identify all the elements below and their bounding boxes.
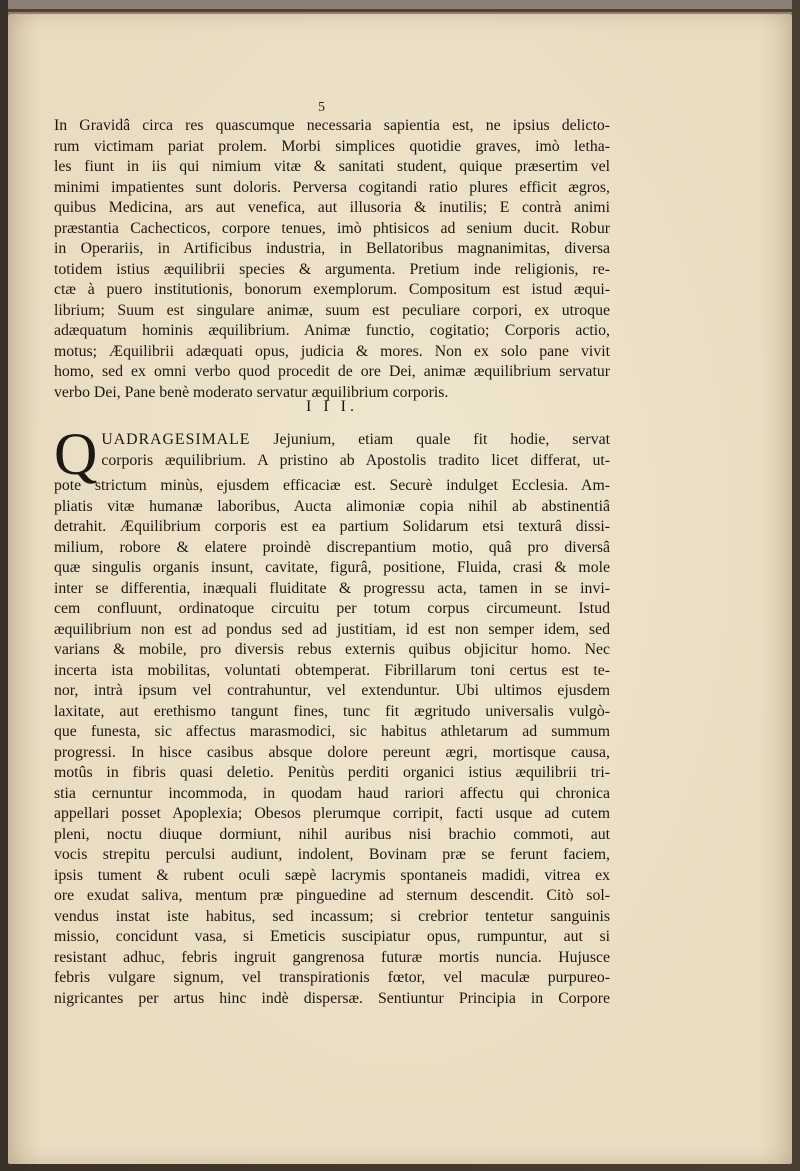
text-line: febris vulgare signum, vel transpirationis fœtor, vel maculæ purpureo-	[54, 969, 610, 986]
paragraph-1	[54, 116, 610, 403]
text-line: vocis strepitu perculsi audiunt, indolent, Bovinam præ se ferunt faciem,	[54, 846, 610, 863]
text-line: les fiunt in iis qui nimium vitæ & sanitati student, quique præsertim vel	[54, 158, 610, 175]
paragraph-2	[54, 421, 610, 1009]
text-line: motûs in fibris quasi deletio. Penitùs perditi organici istius æquilibrii tri-	[54, 764, 610, 781]
text-line: pleni, noctu diuque dormiunt, nihil auribus nisi brachio commoti, aut	[54, 825, 610, 843]
text-line: verbo Dei, Pane benè moderato servatur æquilibrium corporis.	[54, 383, 449, 401]
text-line: appellari posset Apoplexia; Obesos plerumque corripit, facti usque ad cutem	[54, 805, 610, 822]
text-line: incerta ista mobilitas, voluntati obtemperat. Fibrillarum toni certus est te-	[54, 661, 610, 679]
text-line: nor, intrà ipsum vel contrahuntur, vel extenduntur. Ubi ultimos ejusdem	[54, 682, 610, 699]
text-line: adæquatum hominis æquilibrium. Animæ functio, cogitatio; Corporis actio,	[54, 322, 610, 339]
text-line: pliatis vitæ humanæ laboribus, Aucta alimoniæ copia nihil ab abstinentiâ	[54, 497, 610, 515]
text-line: ore exudat saliva, mentum præ pinguedine ad sternum descendit. Citò sol-	[54, 887, 610, 904]
text-line: pote strictum minùs, ejusdem efficaciæ est. Securè indulget Ecclesia. Am-	[54, 477, 610, 494]
text-line: que funesta, sic affectus marasmodici, sic habitus athletarum ad summum	[54, 723, 610, 740]
text-line: In Gravidâ circa res quascumque necessaria sapientia est, ne ipsius delicto-	[54, 117, 610, 134]
section-heading: I I I.	[306, 398, 358, 415]
first-word: UADRAGESIMALE	[101, 431, 251, 448]
text-line: vendus instat iste habitus, sed incassum; si crebrior tentetur sanguinis	[54, 907, 610, 925]
text-line-first	[54, 430, 610, 451]
text-line: motus; Æquilibrii adæquati opus, judicia & mores. Non ex solo pane vivit	[54, 342, 610, 360]
text-line: ctæ à puero institutionis, bonorum exemplorum. Compositum est istud æqui-	[54, 281, 610, 298]
drop-cap: Q	[54, 421, 98, 487]
binding-edge	[8, 0, 792, 14]
text-line: progressi. In hisce casibus absque dolore pereunt ægri, mortisque causa,	[54, 743, 610, 761]
text-line: præstantia Cachecticos, corpore tenues, imò phtisicos ad senium ducit. Robur	[54, 219, 610, 237]
text-line: milium, robore & elatere proindè discrepantium motio, quâ pro diversâ	[54, 538, 610, 556]
text-line: cem confluunt, ordinatoque circuitu per totum corpus circumeunt. Istud	[54, 600, 610, 617]
text-line: corporis æquilibrium. A pristino ab Apostolis tradito licet differat, ut-	[101, 451, 610, 469]
text-line: totidem istius æquilibrii species & argumenta. Pretium inde religionis, re-	[54, 260, 610, 278]
text-line: rum victimam pariat prolem. Morbi simplices quotidie graves, imò letha-	[54, 137, 610, 155]
text-line: librium; Suum est singulare animæ, suum est peculiare corpori, ex utroque	[54, 301, 610, 319]
text-line: quæ singulis organis insunt, cavitate, figurâ, positione, Fluida, crasi & mole	[54, 559, 610, 576]
text-line: minimi impatientes sunt doloris. Perversa cogitandi ratio plures efficit ægros,	[54, 178, 610, 196]
text-line: missio, concidunt vasa, si Emeticis suscipiatur opus, rumpuntur, aut si	[54, 928, 610, 945]
text-line: quibus Medicina, ars aut venefica, aut illusoria & inutilis; E contrà animi	[54, 199, 610, 216]
text-line: resistant adhuc, febris ingruit gangrenosa futuræ mortis nuncia. Hujusce	[54, 948, 610, 966]
text-line: homo, sed ex omni verbo quod procedit de ore Dei, animæ æquilibrium servatur	[54, 363, 610, 380]
text-line: inter se differentia, inæquali fluiditate & progressu acta, tamen in se invi-	[54, 579, 610, 597]
text-line: in Operariis, in Artificibus industria, in Bellatoribus magnanimitas, diversa	[54, 240, 610, 257]
page-number: 5	[318, 100, 325, 115]
text-line: stia cernuntur incommoda, in quodam haud rariori affectu qui chronica	[54, 784, 610, 802]
text-line: æquilibrium non est ad pondus sed ad justitiam, id est non semper idem, sed	[54, 620, 610, 638]
text-line: laxitate, aut erethismo tangunt fines, tunc fit ægritudo universalis vulgò-	[54, 702, 610, 720]
text-line: nigricantes per artus hinc indè dispersæ. Sentiuntur Principia in Corpore	[54, 989, 610, 1007]
text-line: varians & mobile, pro diversis rebus externis quibus objicitur homo. Nec	[54, 641, 610, 658]
text-line: detrahit. Æquilibrium corporis est ea partium Solidarum etsi texturâ dissi-	[54, 518, 610, 535]
text-line: ipsis tument & rubent oculi sæpè lacrymis spontaneis madidi, vitrea ex	[54, 866, 610, 884]
text-line-rest: Jejunium, etiam quale fit hodie, servat	[250, 431, 610, 448]
